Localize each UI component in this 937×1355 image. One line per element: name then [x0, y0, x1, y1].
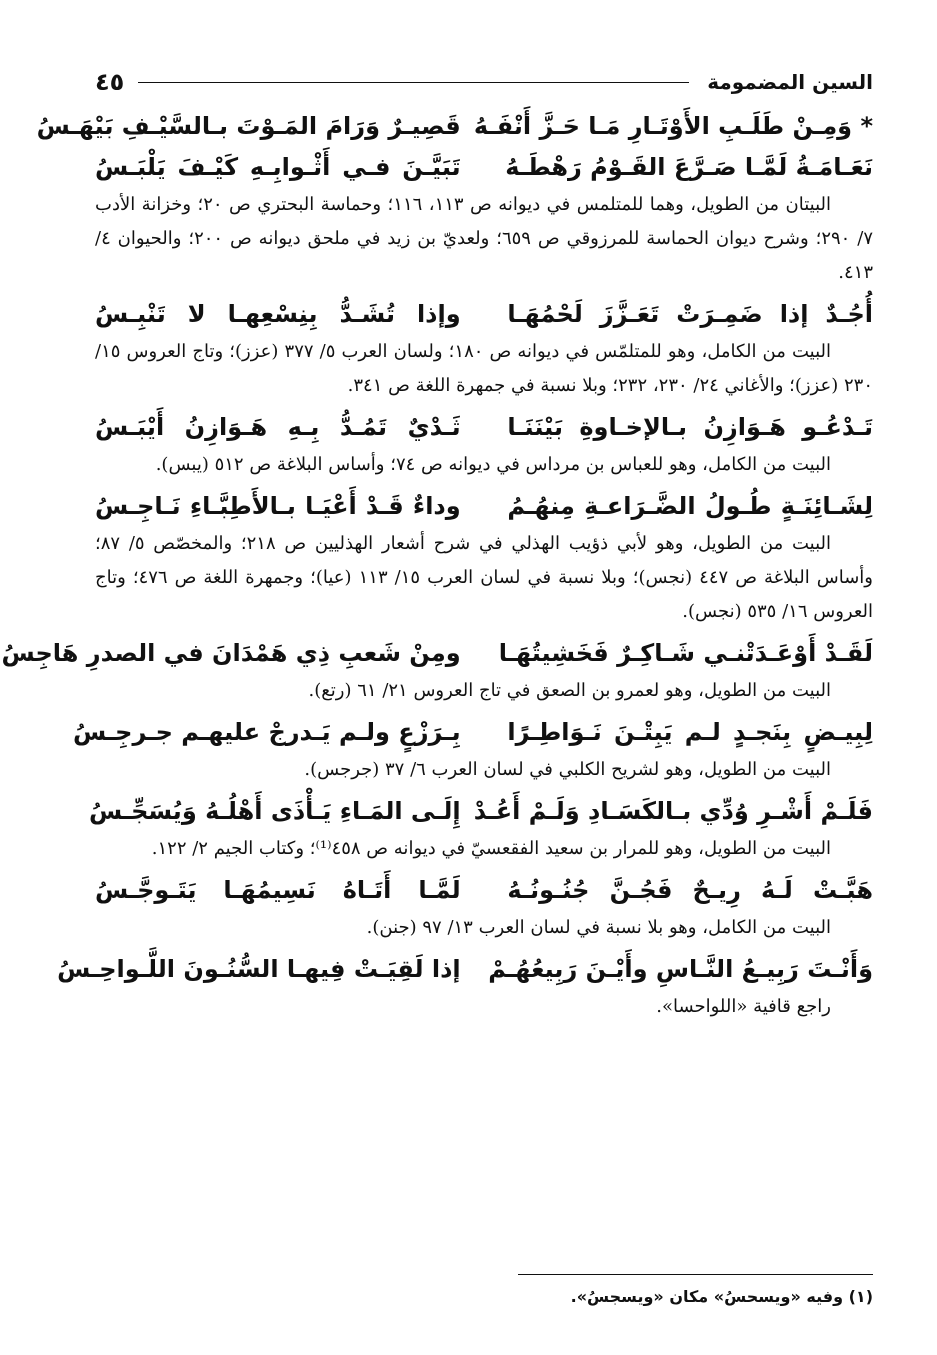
first-hemistich: لَقَـدْ أَوْعَـدَتْنـي شَـاكِـرٌ فَخَشِيتُهَـا [498, 639, 873, 667]
second-hemistich: لَمَّـا أَتَـاهُ نَسِيمُهَـا يَتَـوجَّـسُ [95, 876, 461, 904]
verse-commentary: راجع قافية «اللواحسا». [656, 996, 831, 1017]
page-header [95, 62, 873, 102]
first-hemistich: نَعَـامَـةُ لَمَّـا صَـرَّعَ القَـوْمُ رَهْطَـهُ [505, 153, 873, 181]
verse-commentary: البيت من الطويل، وهو لعمرو بن الصعق في تاج العروس ٢١/ ٦١ (رتع). [308, 680, 831, 701]
first-hemistich: أُجُـدٌ إذا ضَمِـرَتْ تَعَـزَّزَ لَحْمُهَـا [507, 300, 873, 328]
verse-commentary: البيتان من الطويل، وهما للمتلمس في ديوانه ص ١١٣، ١١٦؛ وحماسة البحتري ص ٢٠؛ وخزانة الأدب ٧/ ٢٩٠؛ وشرح ديوان الحماسة للمرزوقي ص ٦٥٩؛ ولعديّ بن زيد في ملحق ديوانه ص ٢٠٠؛ والحيوان ٤/ ٤١٣. [95, 194, 873, 283]
verse-line [95, 294, 873, 335]
verse-entry [95, 407, 873, 482]
verse-commentary: البيت من الكامل، وهو للمتلمّس في ديوانه ص ١٨٠؛ ولسان العرب ٥/ ٣٧٧ (عزز)؛ وتاج العروس ١٥/ ٢٣٠ (عزز)؛ والأغاني ٢٤/ ٢٣٠، ٢٣٢؛ وبلا نسبة في جمهرة اللغة ص ٣٤١. [95, 341, 873, 396]
verse-line [88, 791, 873, 832]
verse-commentary: البيت من الكامل، وهو بلا نسبة في لسان العرب ١٣/ ٩٧ (جنن). [366, 917, 831, 938]
verse-entry [95, 486, 873, 629]
first-hemistich: هَبَّـتْ لَـهُ رِيـحٌ فَجُـنَّ جُنُـونُـهُ [507, 876, 873, 904]
second-hemistich: بِـرَزْعٍ ولـم يَـدرجْ عليهـم جـرجِـسُ [73, 718, 461, 746]
second-hemistich: تَبَيَّـنَ فـي أَثْـوابِـهِ كَيْـفَ يَلْبَـسُ [95, 153, 461, 181]
book-page [1, 62, 873, 1322]
second-hemistich: وإذا تُشَـدُّ بِنِسْعِهـا لا تَنْبِـسُ [95, 300, 461, 328]
verse-entries [1, 106, 873, 1024]
verse-line [57, 949, 873, 990]
second-hemistich: قَصِيـرٌ وَرَامَ المَـوْتَ بـالسَّيْـفِ بَيْهَـسُ [36, 112, 461, 140]
verse-line [95, 147, 873, 188]
verse-line [36, 106, 873, 147]
verse-commentary: البيت من الكامل، وهو للعباس بن مرداس في ديوانه ص ٧٤؛ وأساس البلاغة ص ٥١٢ (يبس). [155, 454, 831, 475]
running-title: السين المضمومة [707, 70, 873, 94]
verse-entry [57, 949, 873, 1024]
verse-entry [1, 633, 873, 708]
verse-entry [88, 791, 873, 866]
first-hemistich: وَأَنْـتَ رَبِيـعُ النَّـاسِ وأَيْـنَ رَبِيعُهُـمْ [488, 955, 873, 983]
verse-line [95, 407, 873, 448]
first-hemistich: لِبِيـضٍ بِنَجـدٍ لـم يَبِتْـنَ نَـوَاطِـرًا [507, 718, 873, 746]
verse-entry [36, 106, 873, 290]
page-number: ٤٥ [95, 68, 125, 96]
second-hemistich: وداءٌ قَـدْ أَعْيَـا بـالأَطِبَّـاءِ نَـاجِـسُ [95, 492, 461, 520]
first-hemistich: لِشَـائِنَـةٍ طُـولُ الضَّـرَاعـةِ مِنهُـمُ [507, 492, 873, 520]
header-rule [138, 82, 689, 83]
verse-line [73, 712, 873, 753]
second-hemistich: إذا لَقِيَـتْ فِيهـا السُّنُـونَ اللَّـواحِـسُ [57, 955, 461, 983]
first-hemistich: تَـدْعُـو هَـوَازِنُ بـالإخـاوةِ بَيْنَنَـا [507, 413, 873, 441]
first-hemistich: * وَمِـنْ طَلَـبِ الأَوْتَـارِ مَـا حَـزَّ أَنْفَـهُ [473, 112, 873, 140]
verse-commentary: البيت من الطويل، وهو لشريح الكلبي في لسان العرب ٦/ ٣٧ (جرجس). [304, 759, 831, 780]
footnote: (١) وفيه «ويسحسُ» مكان «ويسجسُ». [570, 1287, 873, 1306]
verse-entry [73, 712, 873, 787]
verse-line [95, 486, 873, 527]
verse-line [95, 870, 873, 911]
verse-entry [95, 294, 873, 403]
footnote-rule [518, 1274, 873, 1275]
first-hemistich: فَلَـمْ أَشْـرِ وُدِّي بـالكَسَـادِ وَلَـمْ أَعُـدْ [473, 797, 873, 825]
verse-commentary: البيت من الطويل، وهو للمرار بن سعيد الفقعسيّ في ديوانه ص ٤٥٨⁽¹⁾؛ وكتاب الجيم ٢/ ١٢٢. [151, 838, 831, 859]
verse-entry [95, 870, 873, 945]
verse-line [1, 633, 873, 674]
second-hemistich: ومِنْ شَعبِ ذِي هَمْدَانَ في الصدرِ هَاجِسُ [1, 639, 461, 667]
second-hemistich: ثَـدْيٌ تَمُـدُّ بِـهِ هَـوَازِنُ أَيْبَـسُ [95, 413, 461, 441]
second-hemistich: إِلَـى المَـاءِ يَـأْذَى أَهْلُـهُ وَيُسَجِّـسُ [88, 797, 461, 825]
verse-commentary: البيت من الطويل، وهو لأبي ذؤيب الهذلي في شرح أشعار الهذليين ص ٢١٨؛ والمخصّص ٥/ ٨٧؛ وأساس البلاغة ص ٤٤٧ (نجس)؛ وبلا نسبة في لسان العرب ١٥/ ١١٣ (عيا)؛ وجمهرة اللغة ص ٤٧٦؛ وتاج العروس ١٦/ ٥٣٥ (نجس). [95, 533, 873, 622]
